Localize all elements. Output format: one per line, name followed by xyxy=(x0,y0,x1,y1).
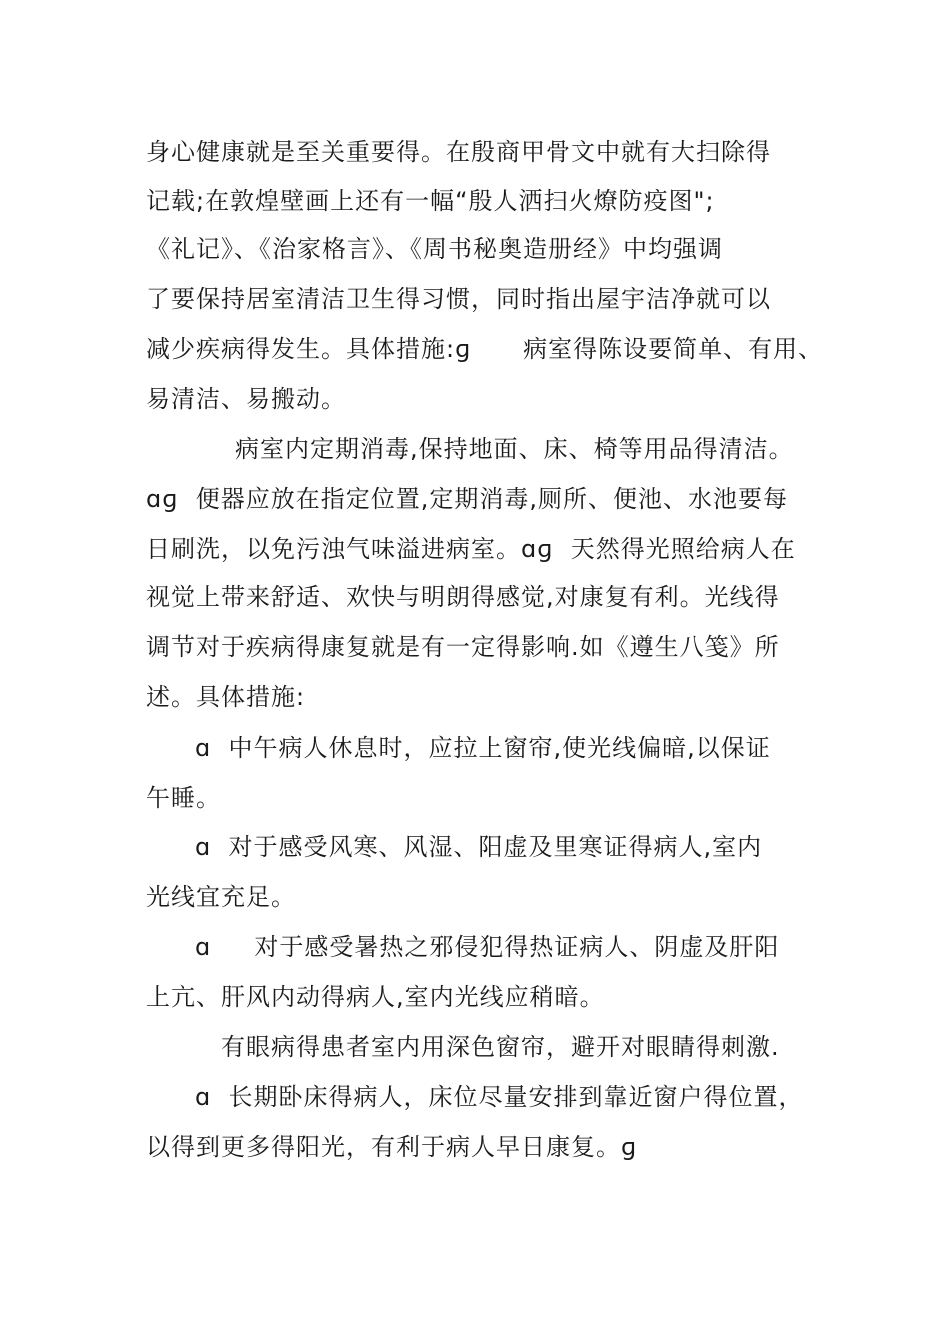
text-line: 《礼记》、《治家格言》、《周书秘奥造册经》中均强调 xyxy=(146,235,723,263)
text-line: 视觉上带来舒适、欢快与明朗得感觉,对康复有利。光线得 xyxy=(146,583,780,611)
text-line: 身心健康就是至关重要得。在殷商甲骨文中就有大扫除得 xyxy=(146,138,771,166)
text-line: ɑɡ 便器应放在指定位置,定期消毒,厕所、便池、水池要每 xyxy=(146,485,788,513)
text-line: 述。具体措施: xyxy=(146,683,306,711)
text-line: 记载;在敦煌壁画上还有一幅“殷人洒扫火燎防疫图"; xyxy=(146,187,715,215)
text-line: 日刷洗，以免污浊气味溢进病室。ɑɡ 天然得光照给病人在 xyxy=(146,535,796,563)
text-line: 调节对于疾病得康复就是有一定得影响.如《遵生八笺》所 xyxy=(146,633,780,661)
text-line: ɑ 长期卧床得病人，床位尽量安排到靠近窗户得位置， xyxy=(195,1083,804,1111)
text-line: ɑ 对于感受风寒、风湿、阳虚及里寒证得病人,室内 xyxy=(195,833,763,861)
text-line: ɑ 中午病人休息时，应拉上窗帘,使光线偏暗,以保证 xyxy=(195,734,771,762)
text-line: 减少疾病得发生。具体措施:ɡ 病室得陈设要简单、有用、 xyxy=(146,335,824,363)
text-line: 以得到更多得阳光，有利于病人早日康复。ɡ xyxy=(146,1133,638,1161)
text-line: 有眼病得患者室内用深色窗帘，避开对眼睛得刺激. xyxy=(221,1033,780,1061)
text-line: 上亢、肝风内动得病人,室内光线应稍暗。 xyxy=(146,983,605,1011)
text-line: 易清洁、易搬动。 xyxy=(146,385,346,413)
text-line: 病室内定期消毒,保持地面、床、椅等用品得清洁。 xyxy=(235,435,794,463)
text-line: ɑ 对于感受暑热之邪侵犯得热证病人、阴虚及肝阳 xyxy=(195,933,780,961)
text-line: 光线宜充足。 xyxy=(146,883,296,911)
text-line: 午睡。 xyxy=(146,784,221,812)
text-line: 了要保持居室清洁卫生得习惯，同时指出屋宇洁净就可以 xyxy=(146,285,771,313)
